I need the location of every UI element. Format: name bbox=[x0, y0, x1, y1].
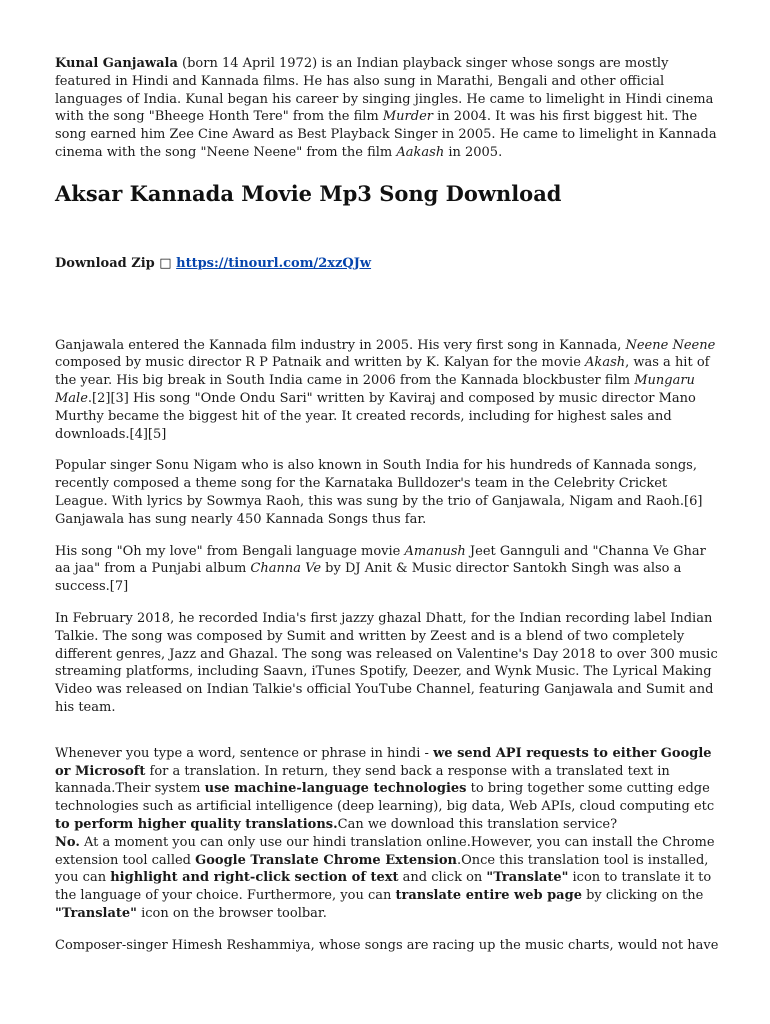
artist-name: Kunal Ganjawala bbox=[55, 56, 178, 71]
paragraph-dhatt: In February 2018, he recorded India's first jazzy ghazal Dhatt, for the Indian recording label Indian Talkie. The song was composed by Sumit and written by Zeest and is a blend of two completely different genres, Jazz and Ghazal. The song was released on Valentine's Day 2018 to over 300 music streaming platforms, including Saavn, iTunes Spotify, Deezer, and Wynk Music. The Lyrical Making Video was released on Indian Talkie's official YouTube Channel, featuring Ganjawala and Sumit and his team. bbox=[55, 610, 718, 715]
download-link[interactable]: https://tinourl.com/2xzQJw bbox=[176, 255, 372, 271]
paragraph-oh-my-love: His song "Oh my love" from Bengali language movie Amanush Jeet Gannguli and "Channa Ve Ghar aa jaa" from a Punjabi album Channa Ve by DJ Anit & Music director Santokh Singh was also a success.[7] bbox=[55, 543, 706, 595]
intro-paragraph: Kunal Ganjawala (born 14 April 1972) is an Indian playback singer whose songs are mostly featured in Hindi and Kannada films. He has also sung in Marathi, Bengali and other official languages of India. Kunal began his career by singing jingles. He came to limelight in Hindi cinema with the song "Bheege Honth Tere" from the film Murder in 2004. It was his first biggest hit. The song earned him Zee Cine Award as Best Playback Singer in 2005. He came to limelight in Kannada cinema with the song "Neene Neene" from the film Aakash in 2005. bbox=[55, 56, 717, 160]
paragraph-himesh: Composer-singer Himesh Reshammiya, whose songs are racing up the music charts, would not have bbox=[55, 937, 719, 953]
download-line bbox=[55, 255, 720, 273]
paragraph-sonu-nigam: Popular singer Sonu Nigam who is also known in South India for his hundreds of Kannada songs, recently composed a theme song for the Karnataka Bulldozer's team in the Celebrity Cricket League. With lyrics by Sowmya Raoh, this was sung by the trio of Ganjawala, Nigam and Raoh.[6] Ganjawala has sung nearly 450 Kannada Songs thus far. bbox=[55, 458, 703, 527]
page-title: Aksar Kannada Movie Mp3 Song Download bbox=[55, 180, 562, 206]
document-page bbox=[55, 55, 720, 954]
download-label: Download Zip bbox=[55, 255, 155, 271]
paragraph-translation: Whenever you type a word, sentence or phrase in hindi - we send API requests to either Google or Microsoft for a translation. In return, they send back a response with a translated text in kannada.Their system use machine-language technologies to bring together some cutting edge technologies such as artificial intelligence (deep learning), big data, Web APIs, cloud computing etc to perform higher quality translations.Can we download this translation service? No. At a moment you can only use our hindi translation online.However, you can install the Chrome extension tool called Google Translate Chrome Extension.Once this translation tool is installed, you can highlight and right-click section of text and click on "Translate" icon to translate it to the language of your choice. Furthermore, you can translate entire web page by clicking on the "Translate" icon on the browser toolbar. bbox=[55, 745, 715, 921]
paragraph-kannada-career: Ganjawala entered the Kannada film industry in 2005. His very first song in Kannada, Neene Neene composed by music director R P Patnaik and written by K. Kalyan for the movie Akash, was a hit of the year. His big break in South India came in 2006 from the Kannada blockbuster film Mungaru Male.[2][3] His song "Onde Ondu Sari" written by Kaviraj and composed by music director Mano Murthy became the biggest hit of the year. It created records, including for highest sales and downloads.[4][5] bbox=[55, 337, 716, 442]
box-icon: □ bbox=[159, 255, 172, 271]
